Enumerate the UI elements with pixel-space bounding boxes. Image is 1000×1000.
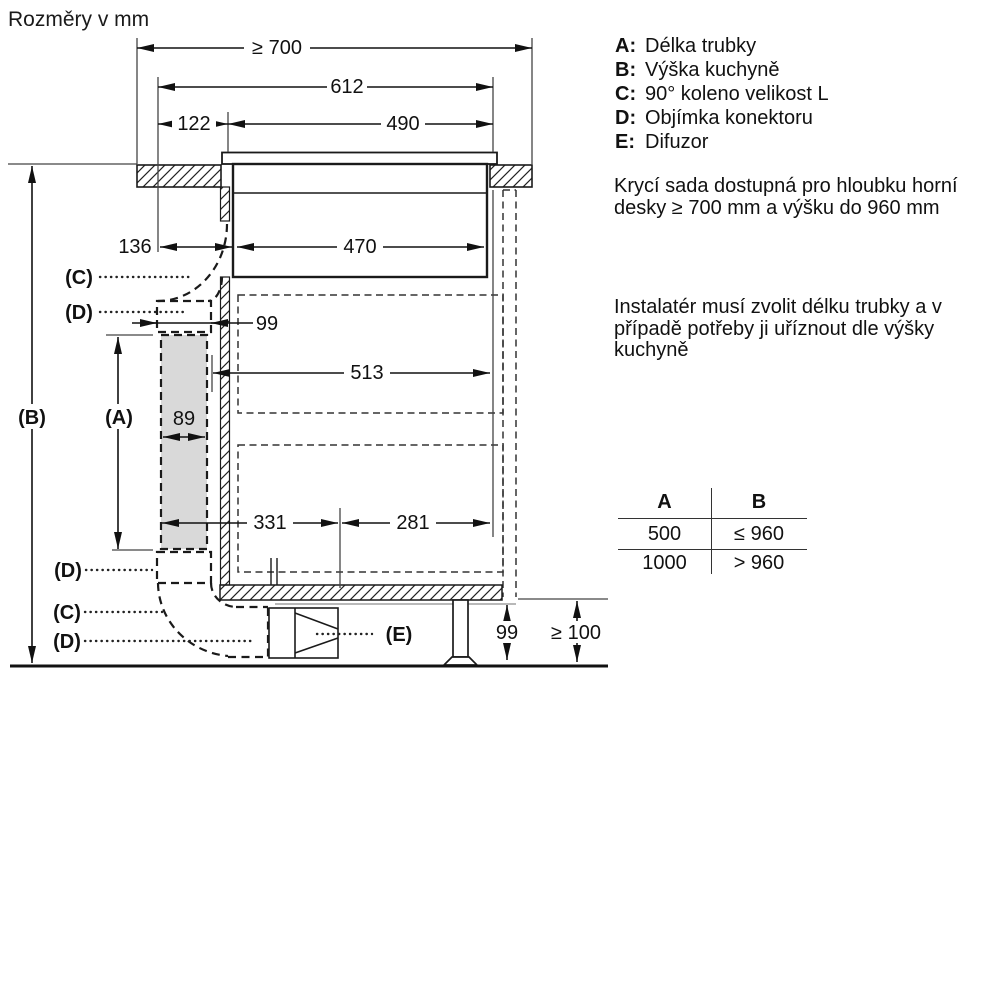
dim-left-span: 331 <box>253 512 287 534</box>
label-collar-upper: (D) <box>65 302 93 324</box>
note-installer: Instalatér musí zvolit délku trubky a v případě potřeby ji uříznout dle výšky kuchyně <box>614 296 942 361</box>
label-collar-lower: (D) <box>54 560 82 582</box>
dim-total-width: 612 <box>330 76 364 98</box>
legend-item-b <box>615 58 829 82</box>
legend-key-e: E: <box>615 131 635 153</box>
legend-label-c: 90° koleno velikost L <box>645 83 829 105</box>
legend-label-d: Objímka konektoru <box>645 107 813 129</box>
parts-legend <box>615 34 829 154</box>
table-header-b: B <box>751 490 767 513</box>
label-diffuser: (E) <box>385 624 413 646</box>
dim-hob-width: 470 <box>343 236 377 258</box>
legend-item-e <box>615 130 829 154</box>
legend-label-e: Difuzor <box>645 131 709 153</box>
dim-duct-offset: 99 <box>255 313 279 335</box>
table-row <box>618 549 807 577</box>
dim-left-offset: 122 <box>177 113 211 135</box>
dim-duct-width: 89 <box>172 408 196 430</box>
table-row <box>618 518 807 549</box>
dim-plinth: 99 <box>495 622 519 644</box>
label-collar-bottom: (D) <box>53 631 81 653</box>
dim-cutout: 490 <box>386 113 420 135</box>
label-elbow-lower: (C) <box>53 602 81 624</box>
duct-tube <box>161 335 207 549</box>
legend-item-d <box>615 106 829 130</box>
label-kitchen-height: (B) <box>18 407 46 429</box>
table-header-row <box>618 486 807 518</box>
legend-key-a: A: <box>615 35 637 57</box>
legend-key-d: D: <box>615 107 637 129</box>
table-header-a: A <box>657 490 672 513</box>
page-title: Rozměry v mm <box>8 8 150 31</box>
elbow-upper <box>158 224 227 301</box>
table-cell-a1: 500 <box>647 522 682 545</box>
legend-key-c: C: <box>615 83 637 105</box>
adjustable-foot <box>444 600 477 665</box>
legend-item-c <box>615 82 829 106</box>
hob-glass-top <box>222 153 497 165</box>
dim-right-span: 281 <box>396 512 430 534</box>
tube-length-table <box>618 486 807 577</box>
base-panel <box>220 558 516 604</box>
note-cover-kit: Krycí sada dostupná pro hloubku horní desky ≥ 700 mm a výšku do 960 mm <box>614 175 958 219</box>
hob-body <box>233 164 487 277</box>
legend-label-a: Délka trubky <box>645 35 757 57</box>
legend-label-b: Výška kuchyně <box>645 59 780 81</box>
table-cell-b1: ≤ 960 <box>734 522 784 545</box>
table-cell-b2: > 960 <box>733 552 785 574</box>
dimension-drawing <box>0 0 620 690</box>
dim-min-depth: ≥ 700 <box>252 37 302 59</box>
dim-floor-gap: ≥ 100 <box>551 622 601 644</box>
table-vertical-rule <box>711 488 713 574</box>
table-cell-a2: 1000 <box>642 552 687 574</box>
dimension-text-backgrounds <box>13 37 609 643</box>
extension-lines <box>8 38 608 599</box>
dim-inner-width: 513 <box>350 362 384 384</box>
legend-key-b: B: <box>615 59 637 81</box>
cabinet-side-dashed <box>503 190 516 597</box>
label-elbow-upper: (C) <box>65 267 93 289</box>
legend-item-a <box>615 34 829 58</box>
dim-rear-gap: 136 <box>118 236 152 258</box>
label-tube-length: (A) <box>105 407 133 429</box>
